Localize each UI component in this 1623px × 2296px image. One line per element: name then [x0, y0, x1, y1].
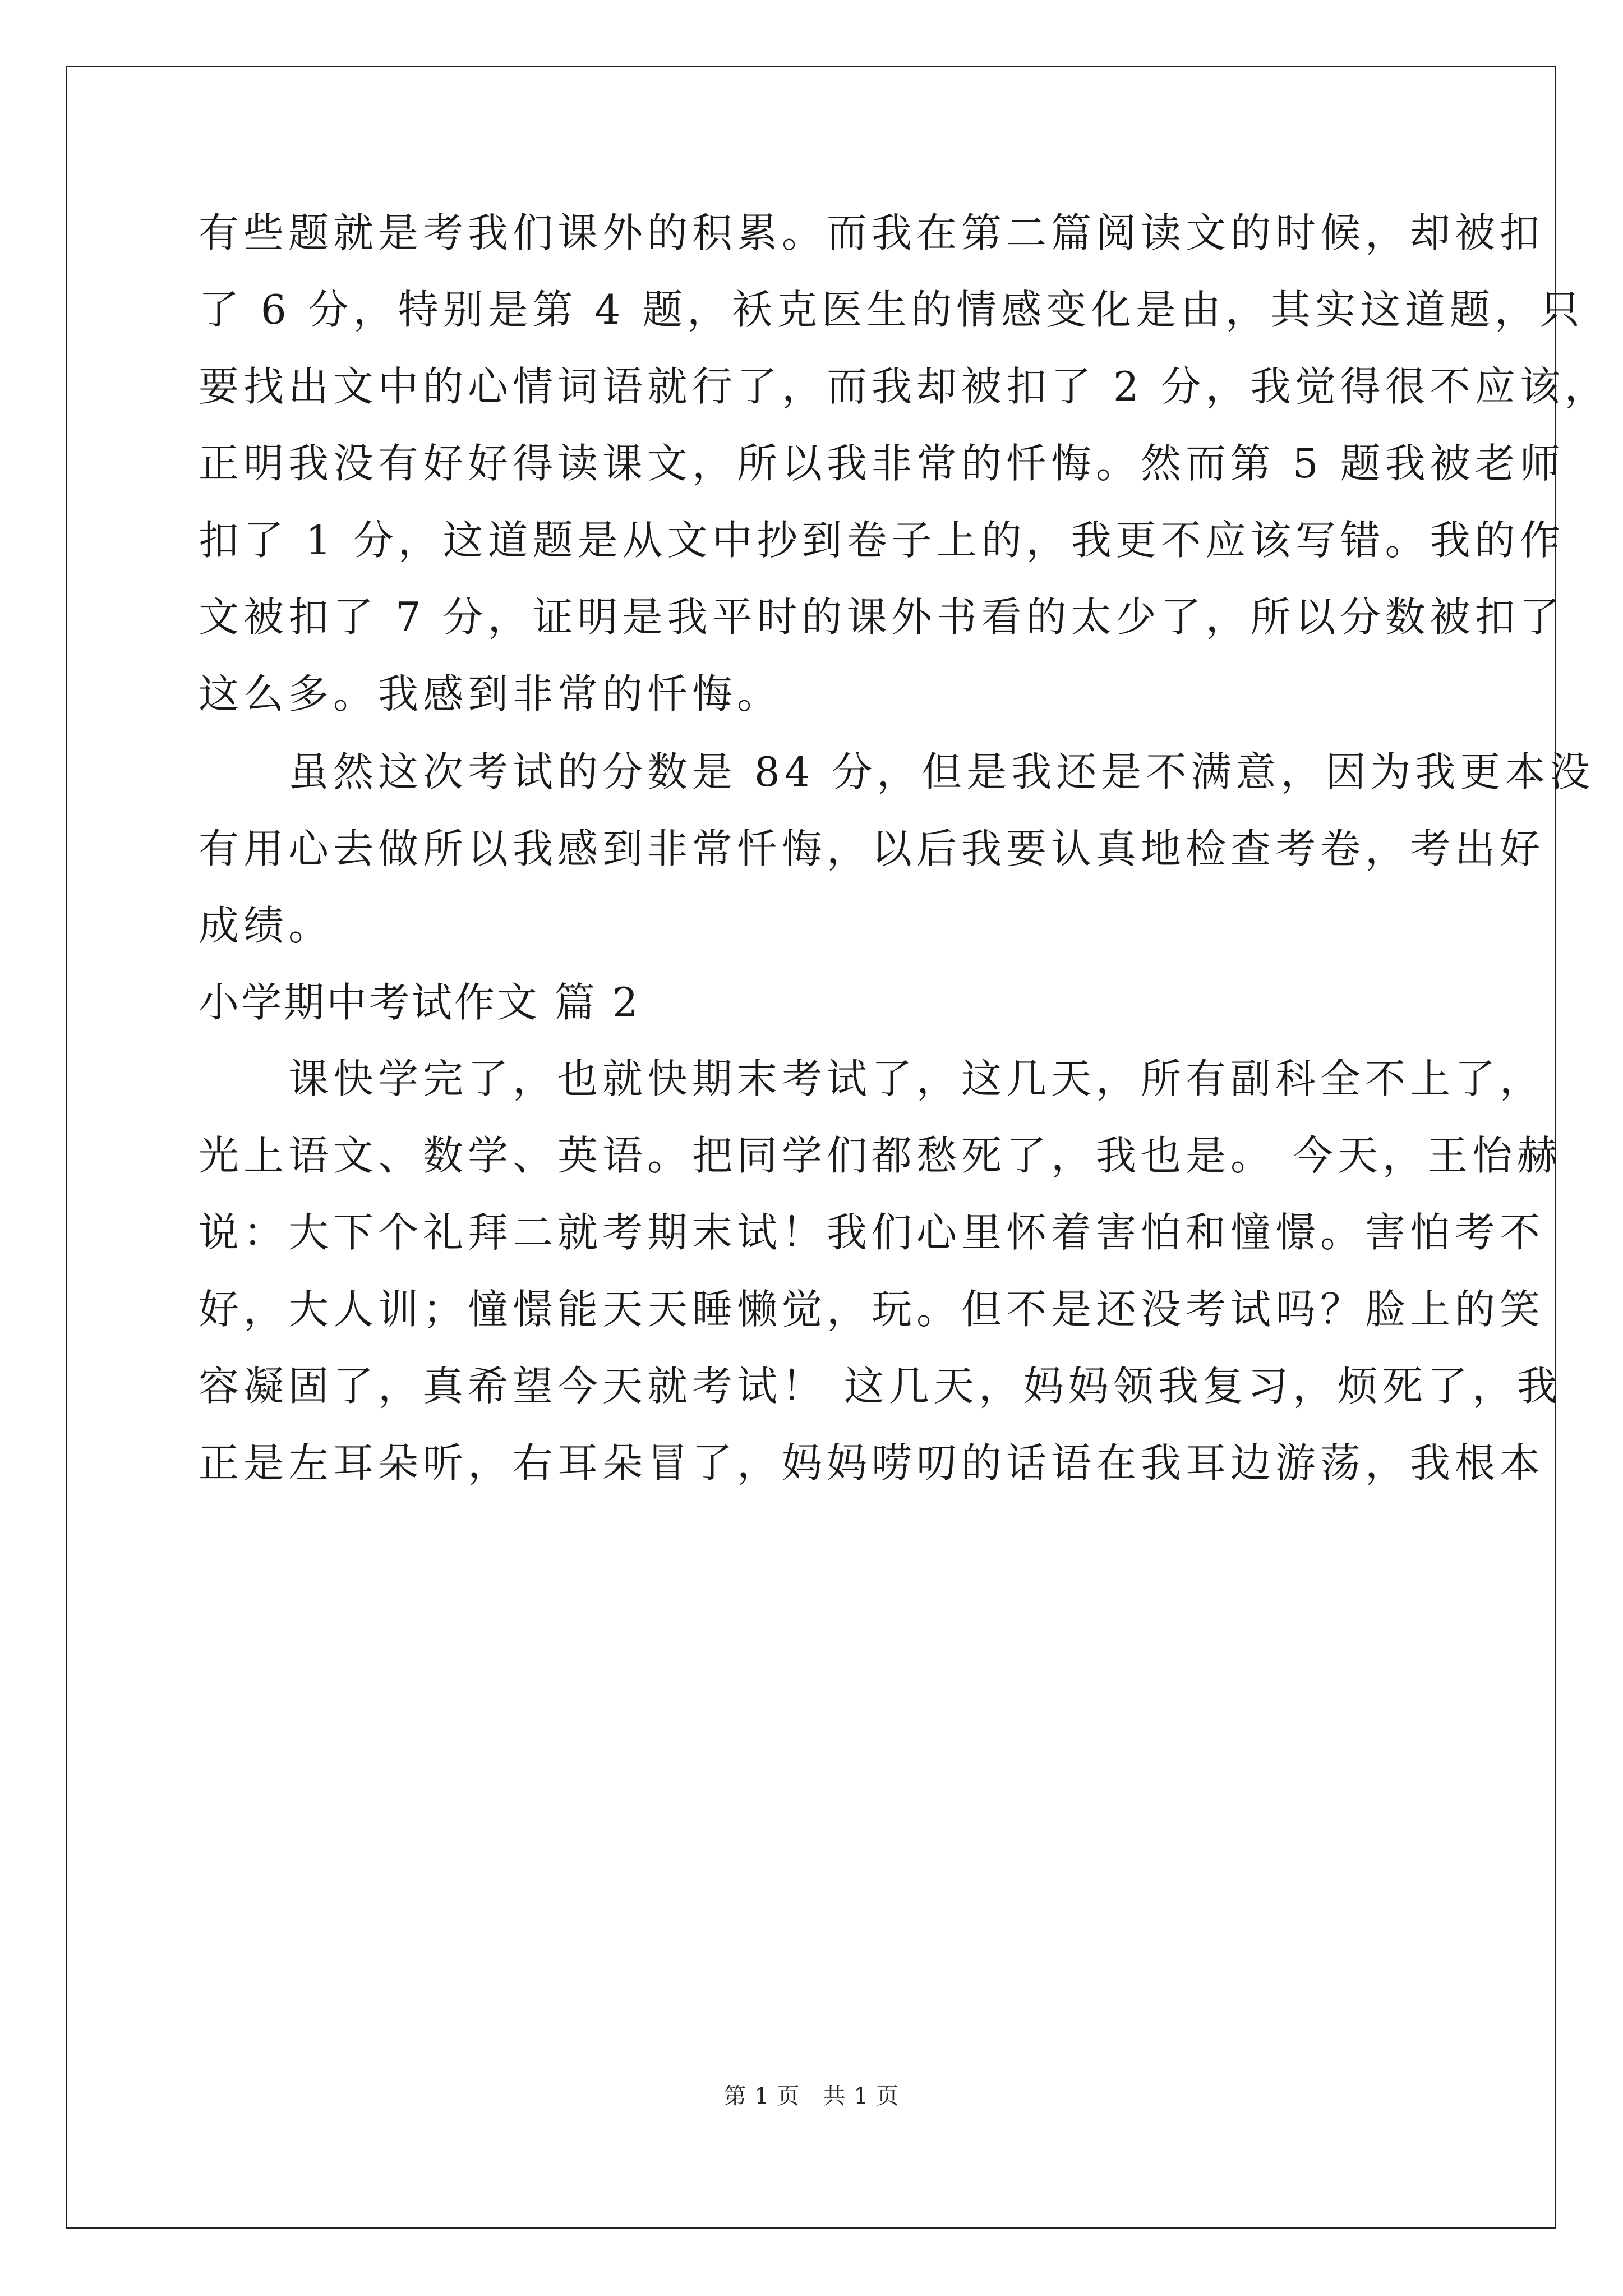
- text-line: 这么多。我感到非常的忏悔。: [199, 670, 782, 717]
- text-line: 容凝固了，真希望今天就考试！ 这几天，妈妈领我复习，烦死了，我: [199, 1363, 1562, 1410]
- paragraph-start-line: 虽然这次考试的分数是 84 分，但是我还是不满意，因为我更本没: [199, 748, 1595, 795]
- text-line: 正明我没有好好得读课文，所以我非常的忏悔。然而第 5 题我被老师: [199, 440, 1565, 487]
- paragraph-start-line: 课快学完了，也就快期末考试了，这几天，所有副科全不上了，: [199, 1055, 1545, 1102]
- text-line: 光上语文、数学、英语。把同学们都愁死了，我也是。 今天，王怡赫: [199, 1132, 1562, 1179]
- text-line: 正是左耳朵听，右耳朵冒了，妈妈唠叨的话语在我耳边游荡，我根本: [199, 1439, 1545, 1487]
- text-line: 扣了 1 分，这道题是从文中抄到卷子上的，我更不应该写错。我的作: [199, 517, 1565, 564]
- text-line: 有些题就是考我们课外的积累。而我在第二篇阅读文的时候，却被扣: [199, 209, 1545, 256]
- text-line: 好，大人训；憧憬能天天睡懒觉，玩。但不是还没考试吗？脸上的笑: [199, 1286, 1545, 1333]
- text-line: 有用心去做所以我感到非常忏悔，以后我要认真地检查考卷，考出好: [199, 825, 1545, 872]
- section-heading: 小学期中考试作文 篇 2: [199, 979, 640, 1026]
- text-line: 成绩。: [199, 902, 334, 949]
- text-line: 说：大下个礼拜二就考期末试！我们心里怀着害怕和憧憬。害怕考不: [199, 1209, 1545, 1256]
- text-line: 了 6 分，特别是第 4 题，袄克医生的情感变化是由，其实这道题，只: [199, 286, 1585, 333]
- page-footer: 第 1 页 共 1 页: [723, 2083, 900, 2109]
- text-line: 要找出文中的心情词语就行了，而我却被扣了 2 分，我觉得很不应该，: [199, 363, 1610, 410]
- text-line: 文被扣了 7 分，证明是我平时的课外书看的太少了，所以分数被扣了: [199, 593, 1565, 641]
